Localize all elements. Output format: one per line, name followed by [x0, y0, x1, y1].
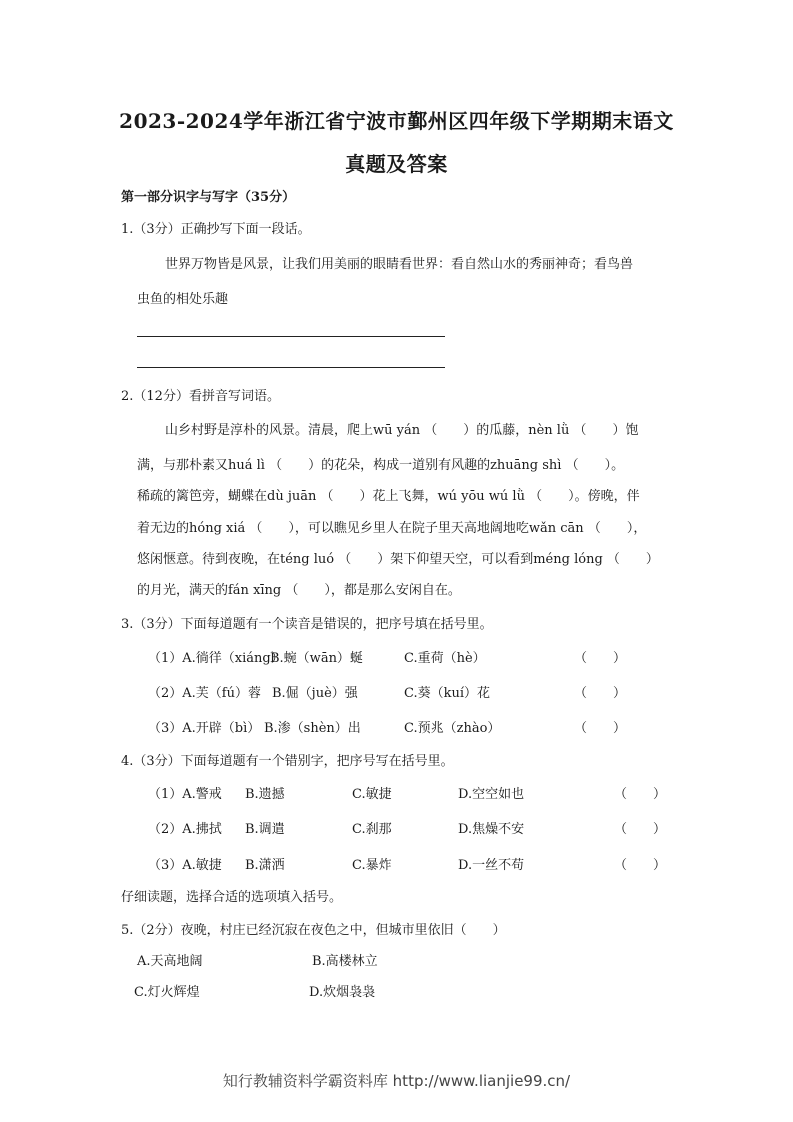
instruction-text: 仔细读题，选择合适的选项填入括号。 [121, 890, 343, 905]
q5-option-c: C.灯火辉煌 [134, 985, 200, 1000]
q4-option-b: B.潇洒 [245, 858, 285, 873]
q4-option-c: C.敏捷 [352, 787, 392, 802]
q3-option-b: B.倔（juè）强 [272, 686, 358, 701]
page-title-line2: 真题及答案 [345, 152, 448, 176]
q2-line: 稀疏的篱笆旁，蝴蝶在dù juān （ ）花上飞舞，wú yōu wú lǜ （ ）。傍晚，伴 [137, 489, 640, 504]
q2-line: 山乡村野是淳朴的风景。清晨，爬上wū yán （ ）的瓜藤，nèn lǜ （ ）饱 [165, 423, 639, 438]
q4-option-a: （3）A.敏捷 [148, 858, 222, 873]
q1-passage-line1: 世界万物皆是风景，让我们用美丽的眼睛看世界：看自然山水的秀丽神奇；看鸟兽 [165, 257, 634, 272]
q4-answer-blank[interactable]: （ ） [614, 822, 667, 837]
q4-option-b: B.调遣 [245, 822, 285, 837]
q4-option-a: （2）A.拂拭 [148, 822, 222, 837]
q3-answer-blank[interactable]: （ ） [574, 721, 627, 736]
q3-stem: 3.（3分）下面每道题有一个读音是错误的，把序号填在括号里。 [121, 617, 493, 632]
section-heading: 第一部分识字与写字（35分） [121, 190, 296, 205]
q5-option-b: B.高楼林立 [312, 954, 378, 969]
q5-stem: 5.（2分）夜晚，村庄已经沉寂在夜色之中，但城市里依旧（ ） [121, 923, 506, 938]
q2-line: 着无边的hóng xiá （ ），可以瞧见乡里人在院子里天高地阔地吃wǎn cān （ ）， [137, 521, 647, 536]
q4-option-c: C.刹那 [352, 822, 392, 837]
q3-answer-blank[interactable]: （ ） [574, 651, 627, 666]
q4-stem: 4.（3分）下面每道题有一个错别字，把序号写在括号里。 [121, 754, 454, 769]
q1-writing-line[interactable] [137, 367, 445, 368]
footer-watermark: 知行教辅资料学霸资料库 http://www.lianjie99.cn/ [222, 1072, 571, 1090]
q4-answer-blank[interactable]: （ ） [614, 858, 667, 873]
page-title: 2023-2024学年浙江省宁波市鄞州区四年级下学期期末语文 [119, 109, 674, 133]
q4-option-a: （1）A.警戒 [148, 787, 222, 802]
q1-passage-line2: 虫鱼的相处乐趣 [137, 292, 229, 307]
q2-line: 的月光，满天的fán xīng （ ），都是那么安闲自在。 [137, 583, 461, 598]
q5-option-a: A.天高地阔 [137, 954, 203, 969]
q1-stem: 1.（3分）正确抄写下面一段话。 [121, 222, 311, 237]
q3-option-a: （1）A.徜徉（xiáng） [148, 651, 284, 666]
q4-option-b: B.遗撼 [245, 787, 285, 802]
q3-option-a: （2）A.芙（fú）蓉 [148, 686, 261, 701]
q4-option-d: D.焦燥不安 [458, 822, 525, 837]
q3-option-a: （3）A.开辟（bì） [148, 721, 261, 736]
q4-option-c: C.暴炸 [352, 858, 392, 873]
q3-option-c: C.预兆（zhào） [404, 721, 501, 736]
q3-answer-blank[interactable]: （ ） [574, 686, 627, 701]
q2-line: 满，与那朴素又huá lì （ ）的花朵，构成一道别有风趣的zhuāng shì （ ）。 [137, 458, 625, 473]
q3-option-b: B.渗（shèn）出 [264, 721, 361, 736]
q4-option-d: D.一丝不苟 [458, 858, 525, 873]
q3-option-b: B.蜿（wān）蜒 [270, 651, 363, 666]
q1-writing-line[interactable] [137, 336, 445, 337]
q5-option-d: D.炊烟袅袅 [309, 985, 376, 1000]
q3-option-c: C.葵（kuí）花 [404, 686, 491, 701]
q2-line: 悠闲惬意。待到夜晚，在téng luó （ ）架下仰望天空，可以看到méng lóng （ ） [137, 552, 659, 567]
q2-stem: 2.（12分）看拼音写词语。 [121, 389, 280, 404]
q4-option-d: D.空空如也 [458, 787, 525, 802]
q3-option-c: C.重荷（hè） [404, 651, 486, 666]
q4-answer-blank[interactable]: （ ） [614, 787, 667, 802]
